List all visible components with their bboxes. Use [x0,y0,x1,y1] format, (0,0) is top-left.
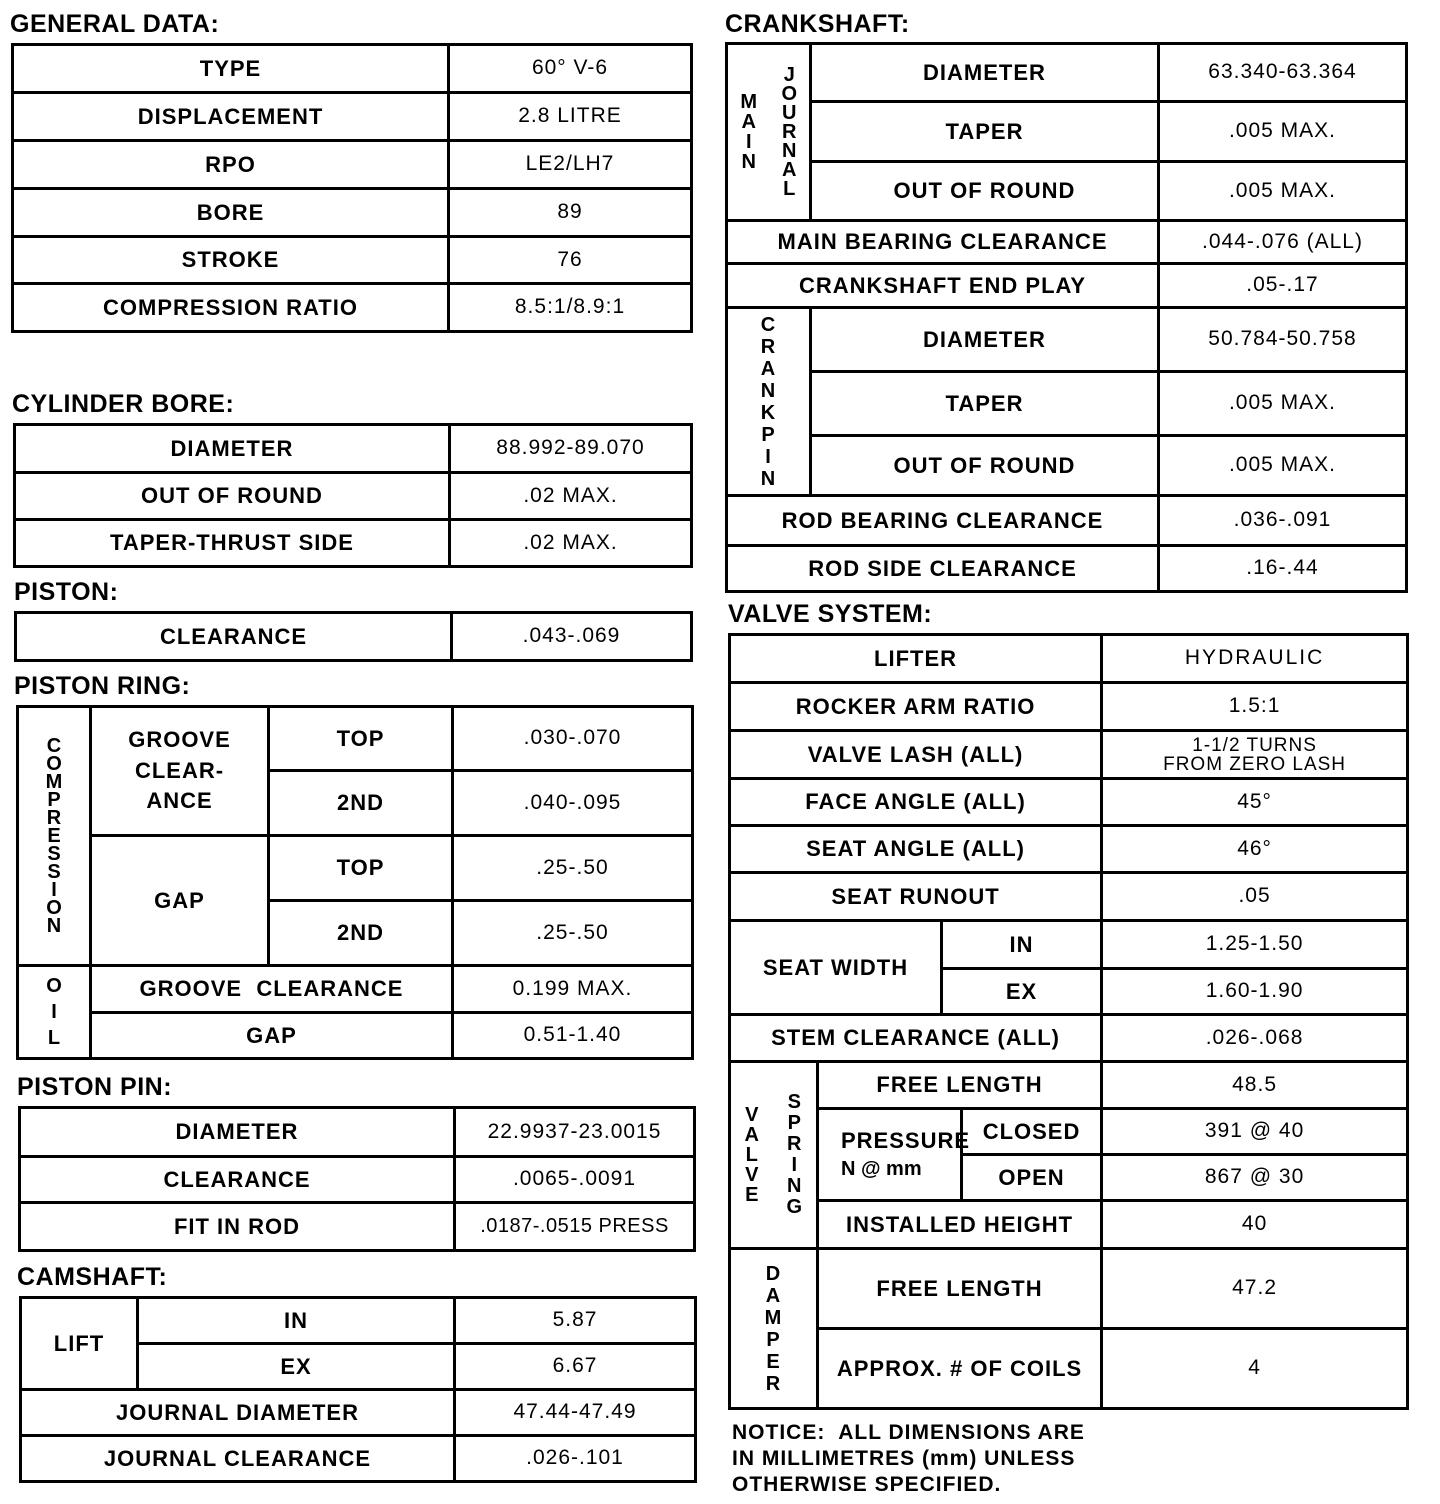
spec-value: .043-.069 [452,613,692,661]
table-row [730,731,1408,779]
spec-value: 76 [449,237,692,284]
table-row [727,496,1407,546]
piston-pin-table [18,1106,696,1252]
spec-label: TAPER-THRUST SIDE [15,520,450,567]
table-row [727,44,1407,102]
spec-label: ROD BEARING CLEARANCE [727,496,1159,546]
table-row [730,779,1408,826]
table-row [730,1329,1408,1409]
top-label: TOP [269,836,453,901]
piston-pin-heading: PISTON PIN: [17,1073,173,1101]
spec-value: 6.67 [455,1344,696,1390]
table-row [730,873,1408,921]
spec-value: .044-.076 (ALL) [1159,221,1407,264]
spec-value: 2.8 LITRE [449,93,692,141]
spec-label: ROCKER ARM RATIO [730,683,1102,731]
table-row [13,284,692,332]
oil-vertical-label: O I L [18,966,91,1059]
table-row [13,93,692,141]
spec-value: .005 MAX. [1159,162,1407,221]
piston-heading: PISTON: [14,578,119,606]
spec-value: 5.87 [455,1298,696,1344]
spec-value: 8.5:1/8.9:1 [449,284,692,332]
spec-label: OUT OF ROUND [811,436,1159,496]
table-row [730,683,1408,731]
spec-value: 89 [449,189,692,237]
table-row [730,1249,1408,1329]
spec-value: 1.60-1.90 [1102,969,1408,1015]
spec-label: OUT OF ROUND [811,162,1159,221]
spec-label: BORE [13,189,449,237]
table-row [727,436,1407,496]
spec-label: TAPER [811,102,1159,162]
spec-label: FIT IN ROD [20,1203,455,1251]
oil-groove-label: GROOVE CLEARANCE [91,966,453,1013]
pressure-label: PRESSURE N @ mm [818,1109,962,1201]
spec-value: .16-.44 [1159,546,1407,592]
spec-label: DIAMETER [15,425,450,473]
damper-vertical-label: D A M P E R [730,1249,818,1409]
compression-vertical-label: C O M P R E S S I O N [18,707,91,966]
spec-value: LE2/LH7 [449,141,692,189]
journal-vertical-label: J O U R N A L [771,44,811,221]
spec-value: .026-.101 [455,1436,696,1482]
table-row [727,546,1407,592]
spec-value: 1.25-1.50 [1102,921,1408,969]
table-row [730,1015,1408,1062]
spec-value: .25-.50 [453,836,693,901]
table-row [18,836,693,901]
spec-value: 47.2 [1102,1249,1408,1329]
spec-value: .02 MAX. [450,473,692,520]
table-row [18,707,693,771]
spec-value: 40 [1102,1201,1408,1249]
table-row [730,635,1408,683]
spec-label: RPO [13,141,449,189]
spec-label: INSTALLED HEIGHT [818,1201,1102,1249]
table-row [727,264,1407,308]
table-row [18,1013,693,1059]
table-row [16,613,692,661]
spec-value: .005 MAX. [1159,102,1407,162]
spec-value: 4 [1102,1329,1408,1409]
spec-label: TAPER [811,372,1159,436]
table-row [727,162,1407,221]
table-row [20,1157,695,1203]
table-row [21,1436,696,1482]
crankpin-vertical-label: C R A N K P I N [727,308,811,496]
table-row [21,1390,696,1436]
spec-value: 48.5 [1102,1062,1408,1109]
spec-value: .036-.091 [1159,496,1407,546]
table-row [13,141,692,189]
cylinder-bore-table [13,423,693,568]
spec-label: JOURNAL CLEARANCE [21,1436,455,1482]
spec-value: 45° [1102,779,1408,826]
table-row [727,221,1407,264]
crankshaft-table [725,42,1408,593]
spec-label: FREE LENGTH [818,1249,1102,1329]
spec-value: .030-.070 [453,707,693,771]
ex-label: EX [942,969,1102,1015]
spec-label: JOURNAL DIAMETER [21,1390,455,1436]
table-row [20,1108,695,1157]
main-journal-vertical-label: M A I N [727,44,771,221]
spec-value: 0.199 MAX. [453,966,693,1013]
spec-value: 0.51-1.40 [453,1013,693,1059]
cylinder-bore-heading: CYLINDER BORE: [12,390,235,418]
spec-value: 1.5:1 [1102,683,1408,731]
ex-label: EX [138,1344,455,1390]
second-label: 2ND [269,901,453,966]
table-row [730,921,1408,969]
spec-label: CRANKSHAFT END PLAY [727,264,1159,308]
spec-label: DISPLACEMENT [13,93,449,141]
spec-label: SEAT RUNOUT [730,873,1102,921]
spec-label: DIAMETER [811,44,1159,102]
table-row [13,45,692,93]
table-row [730,1062,1408,1109]
spec-label: FACE ANGLE (ALL) [730,779,1102,826]
spec-label: LIFTER [730,635,1102,683]
spec-value: .02 MAX. [450,520,692,567]
table-row [727,372,1407,436]
spec-label: APPROX. # OF COILS [818,1329,1102,1409]
spring-vertical-label: S P R I N G [774,1062,818,1249]
groove-clearance-label: GROOVE CLEAR- ANCE [91,707,269,836]
spec-value: .05-.17 [1159,264,1407,308]
oil-gap-label: GAP [91,1013,453,1059]
spec-label: DIAMETER [811,308,1159,372]
spec-value: 50.784-50.758 [1159,308,1407,372]
spec-value: .005 MAX. [1159,436,1407,496]
spec-label: STEM CLEARANCE (ALL) [730,1015,1102,1062]
spec-label: SEAT ANGLE (ALL) [730,826,1102,873]
spec-value: 22.9937-23.0015 [455,1108,695,1157]
piston-table [14,611,693,662]
spec-label: CLEARANCE [20,1157,455,1203]
spec-label: CLEARANCE [16,613,452,661]
camshaft-heading: CAMSHAFT: [17,1263,168,1291]
table-row [730,826,1408,873]
spec-label: ROD SIDE CLEARANCE [727,546,1159,592]
spec-value: .005 MAX. [1159,372,1407,436]
spec-label: FREE LENGTH [818,1062,1102,1109]
gap-label: GAP [91,836,269,966]
piston-ring-table [16,705,694,1060]
spec-value: 1-1/2 TURNS FROM ZERO LASH [1102,731,1408,779]
spec-value: .0065-.0091 [455,1157,695,1203]
table-row [727,102,1407,162]
valve-system-table [728,633,1409,1410]
open-label: OPEN [962,1155,1102,1201]
crankshaft-heading: CRANKSHAFT: [725,10,910,38]
table-row [15,425,692,473]
table-row [730,1109,1408,1155]
general-data-heading: GENERAL DATA: [10,10,220,38]
spec-value: .05 [1102,873,1408,921]
spec-value: 60° V-6 [449,45,692,93]
valve-system-heading: VALVE SYSTEM: [728,600,933,628]
table-row [730,1201,1408,1249]
spec-label: OUT OF ROUND [15,473,450,520]
spec-label: TYPE [13,45,449,93]
table-row [20,1203,695,1251]
spec-label: DIAMETER [20,1108,455,1157]
spec-value: .0187-.0515 PRESS [455,1203,695,1251]
table-row [13,189,692,237]
valve-vertical-label: V A L V E [730,1062,774,1249]
in-label: IN [942,921,1102,969]
notice-text: NOTICE: ALL DIMENSIONS ARE IN MILLIMETRES (mm) UNLESS OTHERWISE SPECIFIED. [732,1421,1085,1496]
spec-label: MAIN BEARING CLEARANCE [727,221,1159,264]
spec-label: STROKE [13,237,449,284]
lift-label: LIFT [21,1298,138,1390]
table-row [727,308,1407,372]
table-row [21,1298,696,1344]
table-row [15,473,692,520]
spec-label: VALVE LASH (ALL) [730,731,1102,779]
spec-label: COMPRESSION RATIO [13,284,449,332]
spec-value: 867 @ 30 [1102,1155,1408,1201]
closed-label: CLOSED [962,1109,1102,1155]
seat-width-label: SEAT WIDTH [730,921,942,1015]
spec-value: HYDRAULIC [1102,635,1408,683]
general-data-table [11,43,693,333]
camshaft-table [19,1296,697,1483]
spec-value: 47.44-47.49 [455,1390,696,1436]
in-label: IN [138,1298,455,1344]
table-row [13,237,692,284]
spec-value: 88.992-89.070 [450,425,692,473]
spec-value: .040-.095 [453,771,693,836]
piston-ring-heading: PISTON RING: [14,672,191,700]
spec-value: 46° [1102,826,1408,873]
second-label: 2ND [269,771,453,836]
spec-value: .25-.50 [453,901,693,966]
table-row [15,520,692,567]
top-label: TOP [269,707,453,771]
table-row [18,966,693,1013]
spec-value: 391 @ 40 [1102,1109,1408,1155]
spec-value: 63.340-63.364 [1159,44,1407,102]
spec-value: .026-.068 [1102,1015,1408,1062]
